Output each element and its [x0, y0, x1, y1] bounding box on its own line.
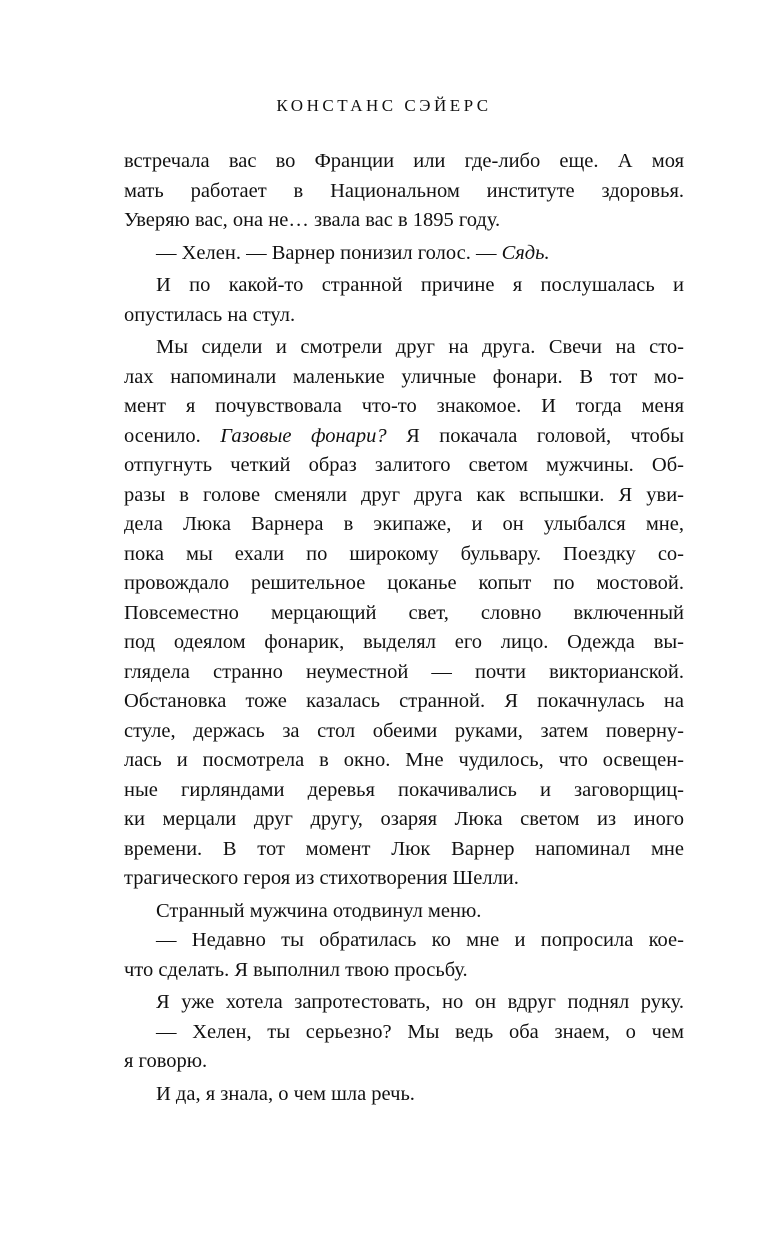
emphasis-text: Сядь.: [501, 241, 550, 264]
dialogue-text: — Хелен. — Варнер понизил голос. —: [156, 241, 502, 264]
paragraph: [124, 1080, 684, 1110]
text-line: ные гирляндами деревья покачивались и заговорщиц-: [124, 778, 684, 801]
paragraph: [124, 926, 684, 985]
text-line: что сделать. Я выполнил твою просьбу.: [124, 958, 468, 981]
body-text: [124, 147, 684, 1109]
text-line: Повсеместно мерцающий свет, словно включенный: [124, 601, 684, 624]
text-line: времени. В тот момент Люк Варнер напоминал мне: [124, 837, 684, 860]
text-line: разы в голове сменяли друг друга как вспышки. Я уви-: [124, 483, 684, 506]
text-line: трагического героя из стихотворения Шелли.: [124, 867, 519, 889]
text-line: И по какой-то странной причине я послушалась и: [156, 274, 684, 296]
paragraph: [124, 988, 684, 1018]
text-line: Странный мужчина отодвинул меню.: [156, 899, 482, 922]
text-line: ки мерцали друг другу, озаряя Люка светом из иного: [124, 808, 684, 830]
paragraph: [124, 147, 684, 236]
text-line: И да, я знала, о чем шла речь.: [156, 1082, 415, 1105]
text-line: дела Люка Варнера в экипаже, и он улыбался мне,: [124, 513, 684, 535]
paragraph: [124, 1018, 684, 1077]
running-header: КОНСТАНС СЭЙЕРС: [276, 96, 492, 115]
text-line: — Хелен, ты серьезно? Мы ведь оба знаем, о чем: [156, 1020, 684, 1043]
text-line: лах напоминали маленькие уличные фонари. В тот мо-: [124, 365, 684, 388]
text-line: Обстановка тоже казалась странной. Я покачнулась на: [124, 690, 684, 712]
text-line: встречала вас во Франции или где-либо еще. А моя: [124, 150, 684, 172]
text-line: я говорю.: [124, 1050, 208, 1072]
text-line: провождало решительное цоканье копыт по мостовой.: [124, 572, 684, 594]
text-line: стуле, держась за стол обеими руками, затем поверну-: [124, 719, 684, 742]
text-line: мать работает в Национальном институте здоровья.: [124, 179, 684, 202]
text-fragment: Я покачала головой, чтобы: [386, 424, 684, 447]
text-line: Я уже хотела запротестовать, но он вдруг поднял руку.: [156, 991, 684, 1013]
text-line: под одеялом фонарик, выделял его лицо. Одежда вы-: [124, 631, 684, 653]
text-line: опустилась на стул.: [124, 303, 296, 326]
text-line: мент я почувствовала что-то знакомое. И тогда меня: [124, 395, 684, 417]
text-fragment: осенило.: [124, 424, 221, 447]
text-line: Мы сидели и смотрели друг на друга. Свечи на сто-: [156, 336, 684, 358]
text-line: [124, 422, 684, 452]
text-line: отпугнуть четкий образ залитого светом мужчины. Об-: [124, 454, 684, 476]
emphasis-text: Газовые фонари?: [220, 424, 387, 447]
text-line: Уверяю вас, она не… звала вас в 1895 году.: [124, 209, 501, 231]
text-line: пока мы ехали по широкому бульвару. Поездку со-: [124, 542, 684, 565]
paragraph: [124, 333, 684, 894]
text-line: лась и посмотрела в окно. Мне чудилось, что освещен-: [124, 749, 684, 771]
paragraph: [124, 271, 684, 330]
paragraph: [124, 897, 684, 927]
text-line: [124, 239, 684, 269]
paragraph: [124, 239, 684, 269]
text-line: — Недавно ты обратилась ко мне и попросила кое-: [156, 929, 684, 951]
text-line: глядела странно неуместной — почти викторианской.: [124, 660, 684, 683]
